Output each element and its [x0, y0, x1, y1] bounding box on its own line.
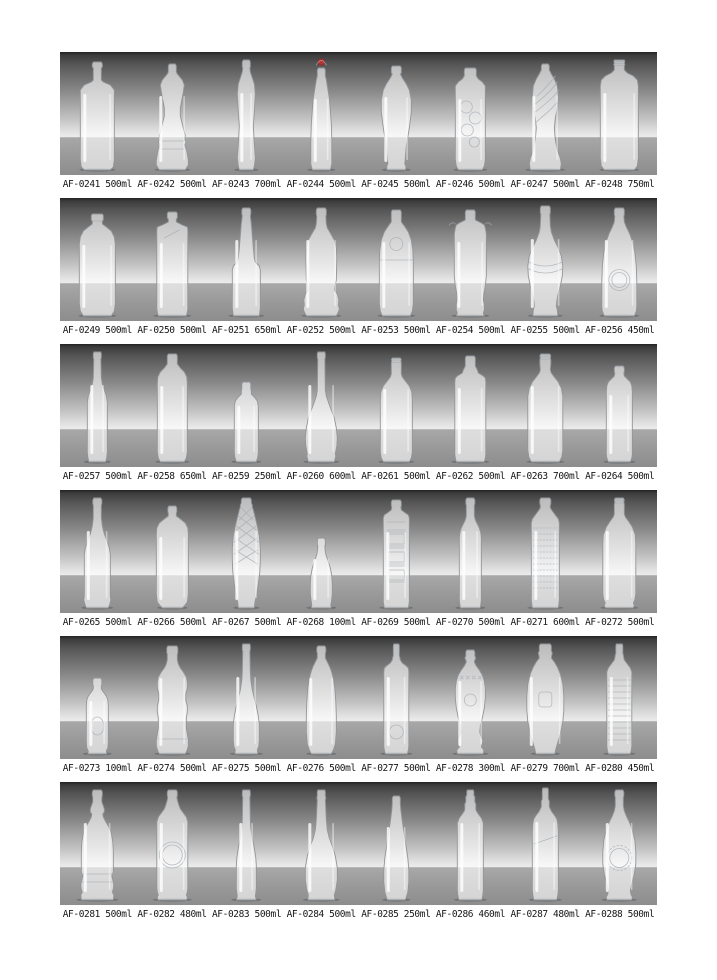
bottle-label: AF-0275 500ml — [211, 763, 282, 774]
bottle-image — [60, 490, 135, 613]
bottle-cell — [284, 782, 359, 905]
bottle-cell — [209, 490, 284, 613]
bottle-label: AF-0258 650ml — [137, 471, 207, 482]
bottle-cell — [359, 636, 434, 759]
bottle-cell — [60, 344, 135, 467]
bottle-cell — [359, 782, 434, 905]
bottle-cell — [209, 782, 284, 905]
bottle-cell — [508, 490, 583, 613]
bottle-image — [60, 636, 135, 759]
bottle-image — [209, 52, 284, 175]
bottle-label: AF-0280 450ml — [585, 763, 655, 774]
bottle-label: AF-0246 500ml — [435, 179, 506, 190]
bottle-image — [508, 52, 583, 175]
bottle-cell — [359, 198, 434, 321]
bottle-image — [508, 636, 583, 759]
bottle-label: AF-0266 500ml — [137, 617, 207, 628]
bottle-label: AF-0262 500ml — [435, 471, 506, 482]
bottle-cell — [433, 636, 508, 759]
bottle-label: AF-0241 500ml — [62, 179, 132, 190]
bottle-label: AF-0287 480ml — [510, 909, 580, 920]
label-row — [60, 467, 657, 490]
bottle-image — [582, 198, 657, 321]
bottle-cell — [508, 52, 583, 175]
bottle-label: AF-0277 500ml — [361, 763, 431, 774]
bottle-label: AF-0255 500ml — [510, 325, 580, 336]
bottle-image — [582, 636, 657, 759]
bottle-image — [508, 490, 583, 613]
bottle-label: AF-0265 500ml — [62, 617, 132, 628]
bottle-image — [284, 344, 359, 467]
bottle-photo-panel — [60, 490, 657, 613]
bottle-cell — [284, 198, 359, 321]
bottle-cell — [433, 782, 508, 905]
bottle-cell — [60, 198, 135, 321]
bottle-label: AF-0270 500ml — [435, 617, 506, 628]
bottle-image — [135, 52, 210, 175]
bottle-label: AF-0274 500ml — [137, 763, 207, 774]
bottle-label: AF-0284 500ml — [286, 909, 356, 920]
bottle-cell — [508, 782, 583, 905]
bottle-label: AF-0251 650ml — [211, 325, 282, 336]
bottle-cell — [209, 52, 284, 175]
bottle-image — [582, 344, 657, 467]
bottle-image — [508, 344, 583, 467]
bottle-image — [135, 490, 210, 613]
bottle-cell — [582, 782, 657, 905]
bottle-image — [284, 490, 359, 613]
bottle-image — [359, 636, 434, 759]
bottle-cell — [209, 636, 284, 759]
bottle-image — [582, 490, 657, 613]
bottle-label: AF-0244 500ml — [286, 179, 356, 190]
bottle-label: AF-0267 500ml — [211, 617, 282, 628]
bottle-label: AF-0259 250ml — [211, 471, 282, 482]
bottle-label: AF-0243 700ml — [211, 179, 282, 190]
bottle-label: AF-0273 100ml — [62, 763, 132, 774]
bottle-cell — [433, 198, 508, 321]
bottle-cell — [135, 636, 210, 759]
bottle-cell — [582, 636, 657, 759]
bottle-cell — [135, 52, 210, 175]
bottle-label: AF-0253 500ml — [361, 325, 431, 336]
label-row — [60, 905, 657, 928]
bottle-label: AF-0264 500ml — [585, 471, 655, 482]
bottle-label: AF-0288 500ml — [585, 909, 655, 920]
bottle-image — [433, 490, 508, 613]
bottle-image — [284, 782, 359, 905]
bottle-label: AF-0254 500ml — [435, 325, 506, 336]
bottle-label: AF-0285 250ml — [361, 909, 431, 920]
bottle-label: AF-0250 500ml — [137, 325, 207, 336]
bottle-image — [135, 782, 210, 905]
bottle-label: AF-0278 300ml — [435, 763, 506, 774]
bottle-photo-panel — [60, 198, 657, 321]
bottle-cell — [135, 198, 210, 321]
bottle-image — [582, 782, 657, 905]
bottle-cell — [209, 344, 284, 467]
bottle-cell — [359, 52, 434, 175]
bottle-cell — [135, 344, 210, 467]
bottle-label: AF-0249 500ml — [62, 325, 132, 336]
catalog-row — [60, 344, 657, 490]
bottle-cell — [582, 490, 657, 613]
bottle-label: AF-0242 500ml — [137, 179, 207, 190]
bottle-label: AF-0247 500ml — [510, 179, 580, 190]
catalog-row — [60, 52, 657, 198]
bottle-cell — [284, 52, 359, 175]
bottle-cell — [359, 490, 434, 613]
bottle-image — [135, 198, 210, 321]
bottle-photo-panel — [60, 636, 657, 759]
bottle-image — [209, 198, 284, 321]
bottle-image — [284, 636, 359, 759]
bottle-label: AF-0286 460ml — [435, 909, 506, 920]
bottle-label: AF-0257 500ml — [62, 471, 132, 482]
bottle-cell — [508, 344, 583, 467]
bottle-label: AF-0260 600ml — [286, 471, 356, 482]
bottle-image — [60, 344, 135, 467]
bottle-image — [359, 490, 434, 613]
label-row — [60, 175, 657, 198]
bottle-image — [508, 782, 583, 905]
bottle-cell — [508, 198, 583, 321]
bottle-image — [60, 198, 135, 321]
bottle-image — [60, 782, 135, 905]
bottle-cell — [284, 490, 359, 613]
bottle-cell — [582, 344, 657, 467]
bottle-image — [209, 344, 284, 467]
bottle-cell — [433, 490, 508, 613]
catalog-sheet — [60, 52, 657, 928]
bottle-image — [433, 782, 508, 905]
bottle-image — [284, 52, 359, 175]
bottle-label: AF-0282 480ml — [137, 909, 207, 920]
bottle-cell — [284, 636, 359, 759]
bottle-label: AF-0279 700ml — [510, 763, 580, 774]
bottle-image — [359, 782, 434, 905]
bottle-cell — [508, 636, 583, 759]
bottle-image — [433, 344, 508, 467]
bottle-label: AF-0283 500ml — [211, 909, 282, 920]
bottle-cell — [433, 344, 508, 467]
bottle-image — [433, 198, 508, 321]
bottle-label: AF-0245 500ml — [361, 179, 431, 190]
bottle-image — [582, 52, 657, 175]
bottle-photo-panel — [60, 344, 657, 467]
bottle-image — [209, 490, 284, 613]
catalog-row — [60, 782, 657, 928]
bottle-label: AF-0263 700ml — [510, 471, 580, 482]
bottle-cell — [60, 782, 135, 905]
catalog-row — [60, 198, 657, 344]
bottle-label: AF-0261 500ml — [361, 471, 431, 482]
bottle-cell — [582, 52, 657, 175]
label-row — [60, 613, 657, 636]
bottle-cell — [60, 490, 135, 613]
bottle-image — [359, 198, 434, 321]
bottle-image — [60, 52, 135, 175]
bottle-image — [135, 636, 210, 759]
catalog-row — [60, 636, 657, 782]
bottle-label: AF-0252 500ml — [286, 325, 356, 336]
bottle-image — [135, 344, 210, 467]
bottle-label: AF-0271 600ml — [510, 617, 580, 628]
bottle-cell — [60, 636, 135, 759]
bottle-image — [209, 636, 284, 759]
bottle-image — [359, 344, 434, 467]
bottle-image — [508, 198, 583, 321]
bottle-photo-panel — [60, 782, 657, 905]
bottle-label: AF-0268 100ml — [286, 617, 356, 628]
bottle-image — [209, 782, 284, 905]
bottle-cell — [209, 198, 284, 321]
bottle-cell — [359, 344, 434, 467]
catalog-row — [60, 490, 657, 636]
bottle-label: AF-0276 500ml — [286, 763, 356, 774]
bottle-cell — [60, 52, 135, 175]
bottle-label: AF-0256 450ml — [585, 325, 655, 336]
bottle-label: AF-0281 500ml — [62, 909, 132, 920]
bottle-cell — [582, 198, 657, 321]
bottle-cell — [135, 490, 210, 613]
bottle-cell — [433, 52, 508, 175]
bottle-label: AF-0272 500ml — [585, 617, 655, 628]
bottle-photo-panel — [60, 52, 657, 175]
bottle-image — [359, 52, 434, 175]
label-row — [60, 759, 657, 782]
label-row — [60, 321, 657, 344]
bottle-label: AF-0248 750ml — [585, 179, 655, 190]
bottle-image — [433, 52, 508, 175]
bottle-cell — [284, 344, 359, 467]
bottle-image — [433, 636, 508, 759]
bottle-image — [284, 198, 359, 321]
bottle-cell — [135, 782, 210, 905]
bottle-label: AF-0269 500ml — [361, 617, 431, 628]
